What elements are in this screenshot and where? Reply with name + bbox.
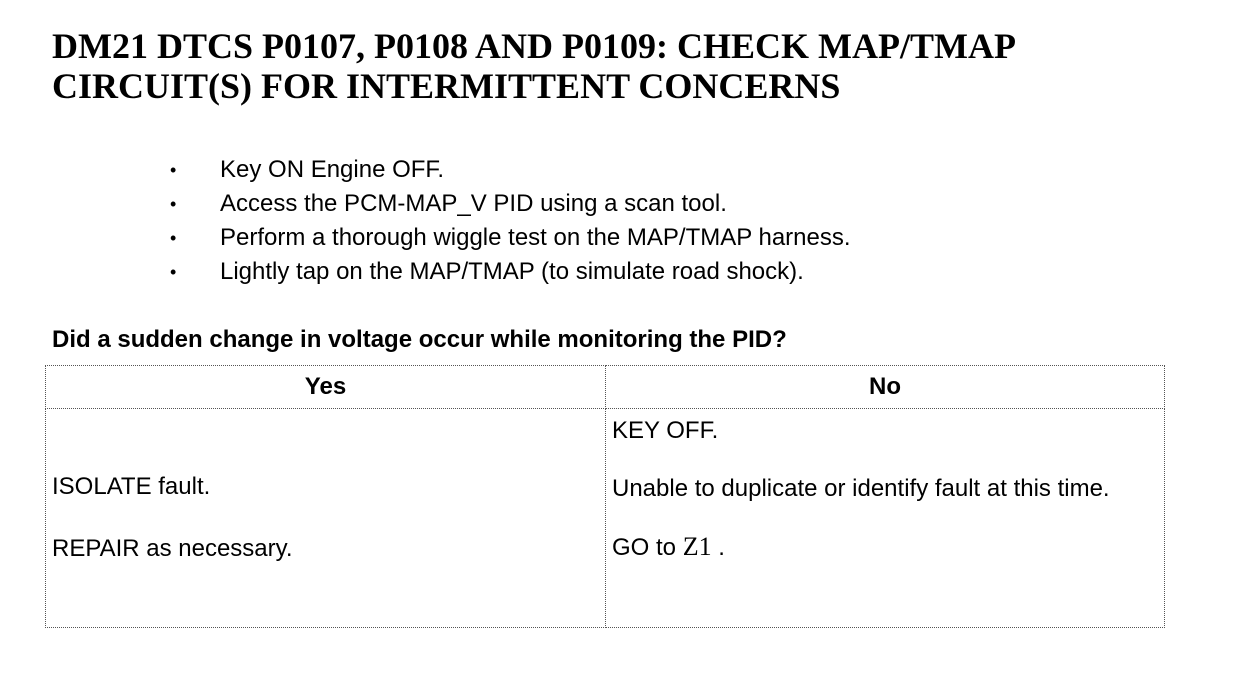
page-title: DM21 DTCS P0107, P0108 AND P0109: CHECK MAP/TMAP CIRCUIT(S) FOR INTERMITTENT CONCERNS xyxy=(52,26,1014,106)
no-line-goto xyxy=(612,531,1158,564)
step-item xyxy=(170,153,851,187)
step-item xyxy=(170,255,851,289)
step-text: Lightly tap on the MAP/TMAP (to simulate road shock). xyxy=(220,258,804,285)
diagnostic-question: Did a sudden change in voltage occur while monitoring the PID? xyxy=(52,326,787,353)
step-item xyxy=(170,187,851,221)
yes-answer-cell xyxy=(46,409,606,628)
goto-prefix: GO to xyxy=(612,534,683,561)
bullet-icon: • xyxy=(170,194,177,214)
bullet-icon: • xyxy=(170,228,177,248)
no-column-header: No xyxy=(606,366,1165,409)
bullet-icon: • xyxy=(170,262,177,282)
step-text: Key ON Engine OFF. xyxy=(220,156,445,183)
yes-column-header: Yes xyxy=(46,366,606,409)
bullet-icon: • xyxy=(170,160,177,180)
goto-z1-link[interactable]: Z1 xyxy=(682,532,712,561)
procedure-steps xyxy=(170,153,851,289)
table-header-row xyxy=(46,366,1165,409)
no-line-unable: Unable to duplicate or identify fault at this time. xyxy=(612,475,1110,502)
yes-line-repair: REPAIR as necessary. xyxy=(52,535,293,562)
step-item xyxy=(170,221,851,255)
goto-suffix: . xyxy=(711,534,725,561)
no-line-key-off: KEY OFF. xyxy=(612,417,719,444)
step-text: Access the PCM-MAP_V PID using a scan tool. xyxy=(220,190,727,217)
no-answer-cell xyxy=(606,409,1165,628)
table-row xyxy=(46,409,1165,628)
yes-line-isolate: ISOLATE fault. xyxy=(52,473,211,500)
step-text: Perform a thorough wiggle test on the MAP/TMAP harness. xyxy=(220,224,851,251)
answer-table xyxy=(45,365,1165,628)
